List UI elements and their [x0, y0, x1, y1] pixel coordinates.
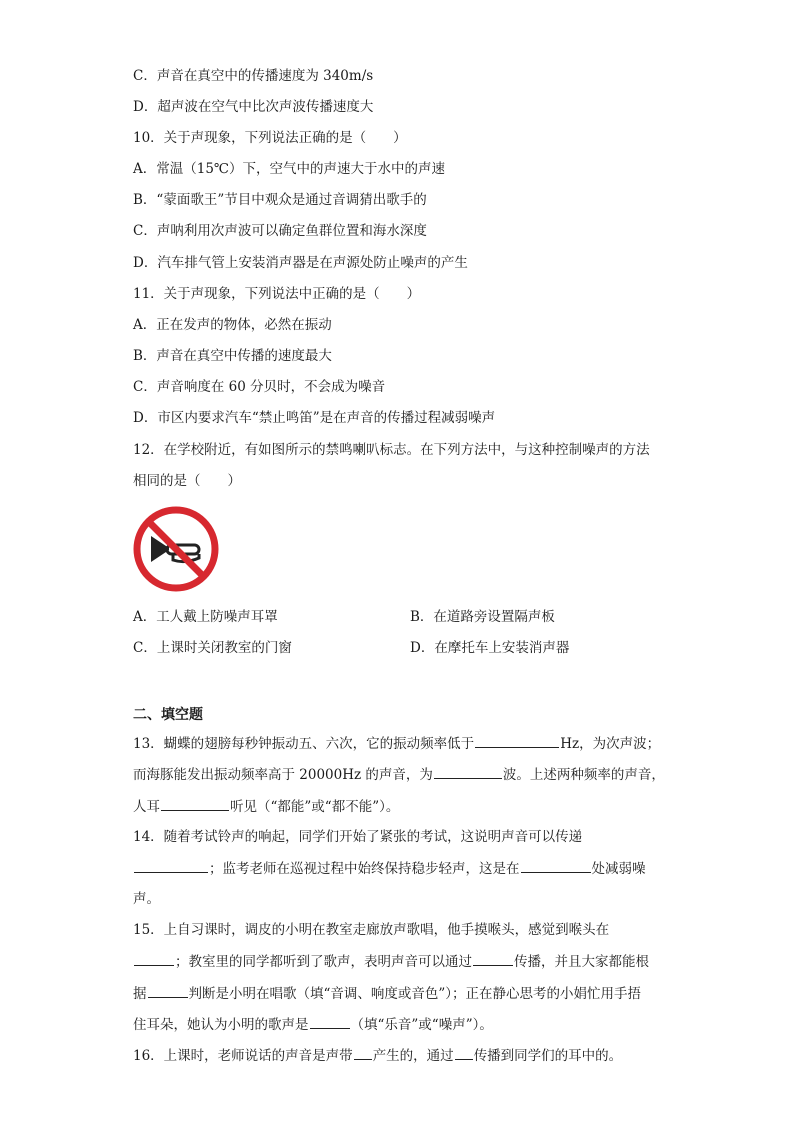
q15-line4 — [133, 1014, 493, 1035]
q13-text-1b: Hz，为次声波； — [560, 736, 661, 752]
q13-text-2b: 波。上述两种频率的声音， — [502, 767, 665, 783]
q10-stem: 10．关于声现象，下列说法正确的是（ ） — [133, 130, 407, 146]
q15-text-2b: ；教室里的同学都听到了歌声，表明声音可以通过 — [175, 954, 472, 970]
q12-option-d: D．在摩托车上安装消声器 — [410, 640, 570, 656]
q11-option-a: A．正在发声的物体，必然在振动 — [133, 317, 332, 333]
q10-option-c: C．声呐利用次声波可以确定鱼群位置和海水深度 — [133, 223, 427, 239]
q15-text-4a: 住耳朵，她认为小明的歌声是 — [133, 1017, 309, 1033]
q13-text-3b: 听见（“都能”或“都不能”）。 — [230, 799, 400, 815]
q13-text-1a: 13．蝴蝶的翅膀每秒钟振动五、六次，它的振动频率低于 — [133, 736, 475, 752]
q16-blank-1[interactable] — [354, 1045, 372, 1060]
q15-text-4b: （填“乐音”或“噪声”）。 — [350, 1017, 493, 1033]
q15-line2 — [133, 951, 649, 972]
q15-line3 — [133, 983, 641, 1004]
q11-option-b: B．声音在真空中传播的速度最大 — [133, 348, 332, 364]
section-title: 二、填空题 — [133, 707, 203, 723]
q14-text-2b: ；监考老师在巡视过程中始终保持稳步轻声，这是在 — [209, 861, 520, 877]
q14-blank-1[interactable] — [134, 858, 208, 873]
q13-blank-2[interactable] — [434, 764, 502, 779]
q12-option-c: C．上课时关闭教室的门窗 — [133, 640, 292, 656]
no-horn-sign-icon — [133, 506, 219, 592]
q10-option-a: A．常温（15℃）下，空气中的声速大于水中的声速 — [133, 161, 446, 177]
q16-line1 — [133, 1045, 622, 1066]
q10-option-b: B．“蒙面歌王”节目中观众是通过音调猜出歌手的 — [133, 192, 427, 208]
q15-text-3b: 判断是小明在唱歌（填“音调、响度或音色”）；正在静心思考的小娟忙用手捂 — [188, 986, 642, 1002]
q14-text-2c: 处减弱噪 — [591, 861, 646, 877]
q11-stem: 11．关于声现象，下列说法中正确的是（ ） — [133, 286, 421, 302]
q14-line2 — [133, 858, 646, 879]
q11-option-c: C．声音响度在 60 分贝时，不会成为噪音 — [133, 379, 386, 395]
q12-option-a: A．工人戴上防噪声耳罩 — [133, 609, 278, 625]
q15-blank-4[interactable] — [310, 1014, 350, 1029]
q14-line1: 14．随着考试铃声的响起，同学们开始了紧张的考试，这说明声音可以传递 — [133, 829, 583, 845]
q15-line1: 15．上自习课时，调皮的小明在教室走廊放声歌唱，他手摸喉头，感觉到喉头在 — [133, 922, 610, 938]
q14-line3: 声。 — [133, 891, 160, 907]
q14-blank-2[interactable] — [521, 858, 591, 873]
q16-text-1c: 传播到同学们的耳中的。 — [473, 1048, 623, 1064]
q16-text-1a: 16．上课时，老师说话的声音是声带 — [133, 1048, 353, 1064]
q13-blank-1[interactable] — [475, 733, 559, 748]
q10-option-d: D．汽车排气管上安装消声器是在声源处防止噪声的产生 — [133, 255, 468, 271]
q16-blank-2[interactable] — [455, 1045, 473, 1060]
q9-option-c: C．声音在真空中的传播速度为 340m/s — [133, 68, 374, 84]
q15-text-3a: 据 — [133, 986, 147, 1002]
q13-text-3a: 人耳 — [133, 799, 160, 815]
q13-text-2a: 而海豚能发出振动频率高于 20000Hz 的声音，为 — [133, 767, 433, 783]
q13-blank-3[interactable] — [161, 796, 229, 811]
q11-option-d: D．市区内要求汽车“禁止鸣笛”是在声音的传播过程减弱噪声 — [133, 410, 496, 426]
q12-stem-line2: 相同的是（ ） — [133, 473, 241, 489]
q15-blank-2[interactable] — [473, 951, 513, 966]
q15-text-2c: 传播，并且大家都能根 — [514, 954, 649, 970]
q13-line1 — [133, 733, 660, 754]
q12-option-b: B．在道路旁设置隔声板 — [410, 609, 555, 625]
q13-line2 — [133, 764, 665, 785]
q9-option-d: D．超声波在空气中比次声波传播速度大 — [133, 99, 374, 115]
q15-blank-3[interactable] — [148, 983, 188, 998]
q16-text-1b: 产生的，通过 — [372, 1048, 454, 1064]
q13-line3 — [133, 796, 399, 817]
q15-blank-1[interactable] — [134, 951, 174, 966]
q12-stem-line1: 12．在学校附近，有如图所示的禁鸣喇叭标志。在下列方法中，与这种控制噪声的方法 — [133, 442, 650, 458]
